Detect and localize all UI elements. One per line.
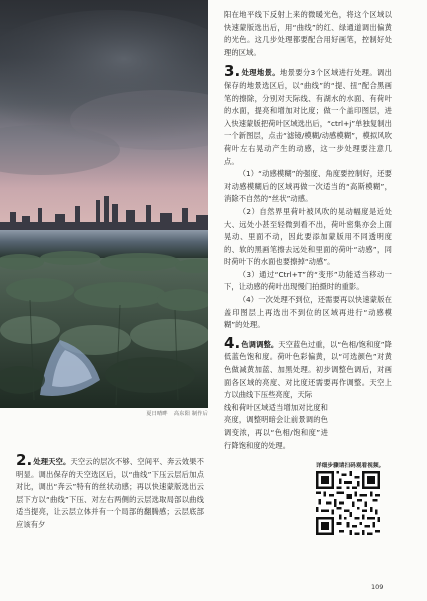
- right-column: [224, 9, 392, 452]
- caption-title: 夏日晴畔: [146, 411, 168, 417]
- section-2: [16, 451, 205, 532]
- lotus-lake-photo: [0, 0, 208, 408]
- sub-point-1: （1）“动感模糊”的强度、角度要控制好，还要对动感模糊后的区域再做一次适当的“高斯模糊”，消除不自然的“丝状”动感。: [224, 169, 392, 204]
- intro-paragraph: 阳在地平线下反射上来的微暖光色，将这个区域以快速蒙版选出后，用“曲线”的红、绿通道调出偏黄的光色。这几步处理都要配合用好画笔，控制好处理的区域。: [224, 10, 392, 57]
- page-number: 109: [371, 583, 384, 591]
- section-4-text-continued: 线和荷叶区域适当增加对比度和亮度，调整明暗会让前景调的色调变浓，再以“色相/饱和度”进行降饱和度的处理。: [224, 402, 328, 450]
- sub-point-3: （3）通过“Ctrl+T”的“变形”功能适当移动一下，让动感的荷叶出现慢门拍摄时的重影。: [224, 269, 392, 292]
- section-4-heading: 色调调整。: [241, 339, 279, 349]
- section-3-number: 3.: [224, 62, 241, 81]
- section-4-text: 天空蓝色过重，以“色相/饱和度”降低蓝色饱和度。荷叶色彩偏黄，以“可选颜色”对黄色做减黄加蓝、加黑处理。初步调整色调后，对画面各区域的亮度、对比度还需要再作调整。天空上方以曲线下压些亮度，天际: [224, 339, 393, 400]
- section-3-text: 地景要分3个区域进行处理。调出保存的地景选区后，以“曲线”的“提、扭”配合黑画笔的擦除，分别对天际线、有湖水的水面、有荷叶的水面，提亮和增加对比度；做一个盖印图层，进入快速蒙版把荷叶区域选出后，“ctrl+j”单独复制出一个新图层，点击“滤镜/模糊/动感模糊”，模拟风吹荷叶左右晃动产生的动感，这一步处理要注意几点。: [224, 68, 392, 166]
- qr-code-icon[interactable]: [316, 471, 380, 535]
- section-2-heading: 处理天空。: [33, 457, 71, 466]
- qr-block: [316, 461, 386, 535]
- sub-point-2: （2）自然界里荷叶被风吹的晃动幅度是近处大、远处小甚至轻微到看不出，荷叶密集亦会上面晃动、里面不动，因此要添加蒙版用不同透明度的、软的黑画笔擦去远处和里面的荷叶“动感”，同时荷叶下的水面也要擦掉“动感”。: [224, 206, 392, 267]
- qr-label: 详细步骤请扫码观看视频。: [316, 463, 385, 469]
- photo-caption: [0, 410, 208, 417]
- photo-illustration: [0, 0, 208, 408]
- section-2-text: 天空云的层次不够、空间平、奔云效果不明显。调出保存的天空选区后，以“曲线”下压云层后加点对比，调出“奔云”特有的丝状动感；再以快速蒙版选出云层下方以“曲线”下压、对左右两侧的云层选取局部以曲线适当提亮，让云层立体并有一个局部的翻腾感；云层底部应该有夕: [16, 457, 205, 529]
- caption-author: 高东阳 制作后: [173, 411, 208, 417]
- sub-point-4: （4）一次处理不到位，还需要再以快速蒙版在盖印图层上再选出不到位的区域再进行“动感模糊”的处理。: [224, 295, 392, 330]
- section-3-heading: 处理地景。: [241, 68, 280, 78]
- section-4-number: 4.: [224, 333, 241, 352]
- section-2-number: 2.: [16, 451, 33, 469]
